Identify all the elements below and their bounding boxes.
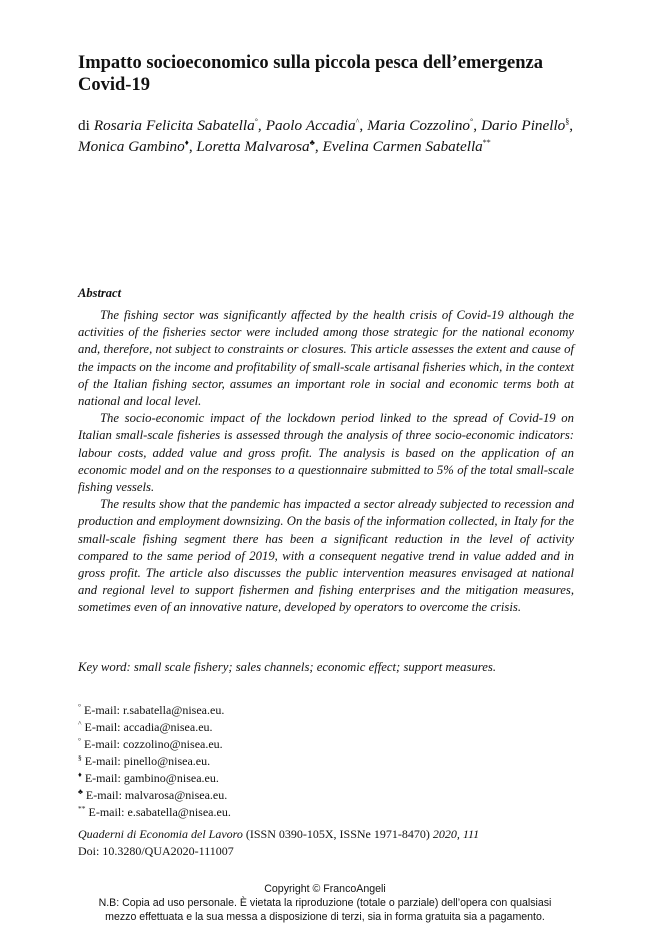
abstract-paragraph: The results show that the pandemic has impacted a sector already subjected to recession and production and employment downsizing. On the basis of the information collected, in Italy for the small-scale fishing segment there has been a significant reduction in the level of activity compared to the same period of 2019, with a consequent negative trend in value added and in gross profit. The article also discusses the public intervention measures envisaged at national and regional level to support fishermen and fishing enterprises and the mitigation measures, sometimes even of an innovative nature, developed by operators to overcome the crisis. bbox=[78, 497, 574, 615]
author-separator: , bbox=[569, 117, 574, 134]
footnote-text: E-mail: accadia@nisea.eu. bbox=[84, 720, 213, 734]
abstract-paragraph: The fishing sector was significantly affected by the health crisis of Covid-19 although the activities of the fisheries sector were included among those strategic for the national economy and, therefore, not subject to constraints or closures. This article assesses the extent and cause of the impacts on the income and profitability of small-scale artisanal fisheries which, in the context of the Italian fishing sector, assumes an important role in social and economic terms both at national and local level. bbox=[78, 308, 574, 409]
author-mark: ♦ bbox=[184, 137, 189, 147]
journal-issn: (ISSN 0390-105X, ISSNe 1971-8470) bbox=[242, 827, 433, 841]
copyright-note: mezzo effettuata e la sua messa a disposizione di terzi, sia in forma gratuita sia a pagamento. bbox=[105, 911, 545, 923]
citation-line bbox=[78, 826, 479, 843]
author-name: Evelina Carmen Sabatella bbox=[322, 138, 483, 155]
citation bbox=[78, 826, 479, 860]
copyright-line: Copyright © FrancoAngeli bbox=[264, 883, 386, 895]
author-mark: § bbox=[565, 116, 570, 126]
footnote bbox=[78, 736, 231, 753]
author-prefix: di bbox=[78, 117, 90, 134]
footnote-mark: ^ bbox=[78, 719, 82, 728]
author-name: Dario Pinello bbox=[481, 117, 566, 134]
author-mark: ** bbox=[482, 137, 491, 147]
footnote bbox=[78, 770, 231, 787]
copyright-note: N.B: Copia ad uso personale. È vietata la riproduzione (totale o parziale) dell’opera con qualsiasi bbox=[98, 897, 552, 909]
footnote bbox=[78, 719, 231, 736]
author-separator: , bbox=[257, 117, 266, 134]
journal-name: Quaderni di Economia del Lavoro bbox=[78, 827, 243, 841]
author-mark: ^ bbox=[355, 116, 360, 126]
footnote bbox=[78, 753, 231, 770]
footnote-mark: ♣ bbox=[78, 787, 83, 796]
author-separator: , bbox=[314, 138, 323, 155]
author-mark: ♣ bbox=[309, 137, 315, 147]
author-name: Rosaria Felicita Sabatella bbox=[93, 117, 255, 134]
footnote bbox=[78, 702, 231, 719]
footnote-text: E-mail: gambino@nisea.eu. bbox=[84, 771, 219, 785]
footnote-mark: ♦ bbox=[78, 770, 82, 779]
copyright-notice bbox=[0, 882, 650, 924]
footnote-mark: ° bbox=[78, 736, 81, 745]
author-separator: , bbox=[473, 117, 482, 134]
footnote-text: E-mail: cozzolino@nisea.eu. bbox=[84, 737, 223, 751]
footnotes bbox=[78, 702, 231, 821]
author-name: Paolo Accadia bbox=[265, 117, 356, 134]
journal-year-issue: 2020, 111 bbox=[432, 827, 480, 841]
footnote bbox=[78, 804, 231, 821]
footnote-text: E-mail: pinello@nisea.eu. bbox=[84, 754, 211, 768]
footnote bbox=[78, 787, 231, 804]
author-name: Monica Gambino bbox=[78, 138, 185, 155]
footnote-mark: ° bbox=[78, 702, 81, 711]
footnote-text: E-mail: malvarosa@nisea.eu. bbox=[85, 788, 228, 802]
author-separator: , bbox=[359, 117, 368, 134]
abstract-heading: Abstract bbox=[78, 286, 122, 300]
keywords: Key word: small scale fishery; sales channels; economic effect; support measures. bbox=[78, 660, 497, 674]
footnote-mark: § bbox=[78, 753, 82, 762]
author-line bbox=[78, 115, 573, 157]
article-title: Impatto socioeconomico sulla piccola pesca dell’emergenza Covid-19 bbox=[78, 53, 543, 95]
author-name: Maria Cozzolino bbox=[367, 117, 471, 134]
footnote-mark: ** bbox=[78, 804, 86, 813]
doi: Doi: 10.3280/QUA2020-111007 bbox=[78, 844, 234, 858]
author-name: Loretta Malvarosa bbox=[196, 138, 310, 155]
footnote-text: E-mail: r.sabatella@nisea.eu. bbox=[84, 703, 225, 717]
author-mark: ° bbox=[470, 116, 474, 126]
footnote-text: E-mail: e.sabatella@nisea.eu. bbox=[88, 805, 231, 819]
abstract-body bbox=[78, 307, 574, 617]
author-separator: , bbox=[188, 138, 197, 155]
author-mark: ° bbox=[254, 116, 258, 126]
abstract-paragraph: The socio-economic impact of the lockdown period linked to the spread of Covid-19 on Italian small-scale fisheries is assessed through the analysis of three socio-economic indicators: labour costs, added value and gross profit. The analysis is based on the application of an economic model and on the responses to a questionnaire submitted to 5% of the total small-scale fishing vessels. bbox=[78, 411, 574, 495]
